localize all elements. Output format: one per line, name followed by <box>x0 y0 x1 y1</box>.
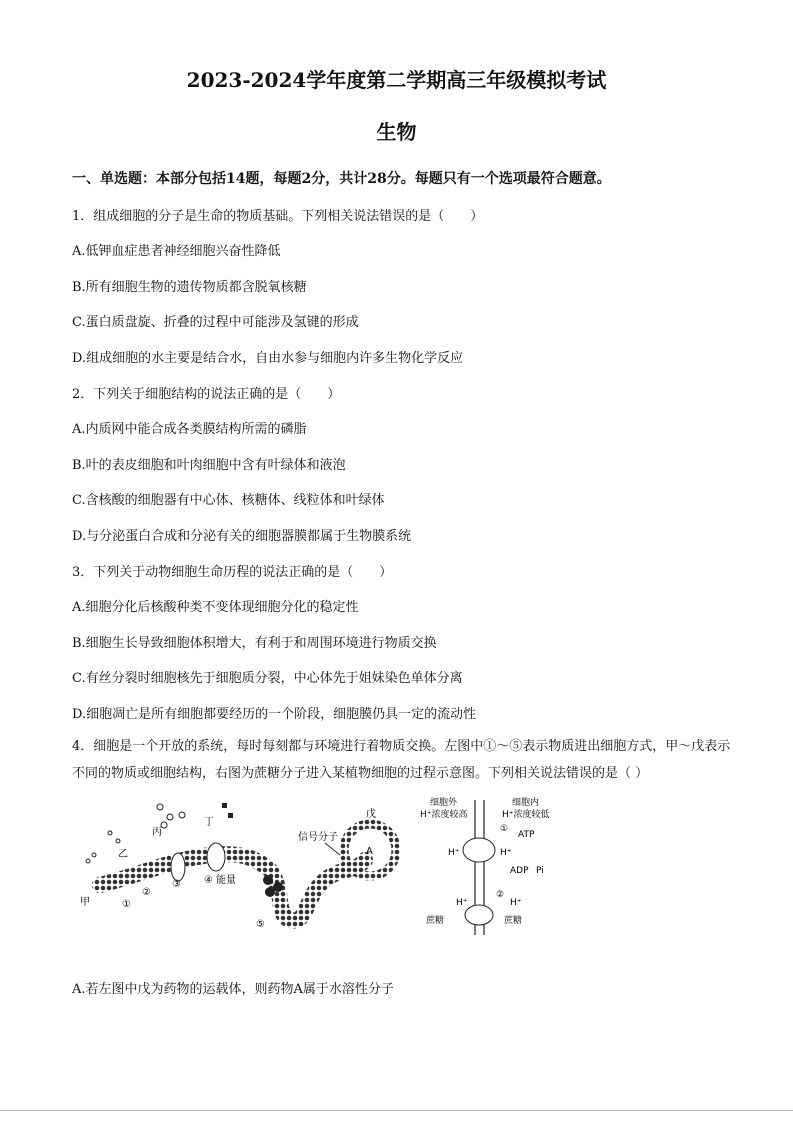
exam-title: 2023-2024学年度第二学期高三年级模拟考试 <box>186 68 607 92</box>
question-1-option-b: B.所有细胞生物的遗传物质都含脱氧核糖 <box>72 280 307 295</box>
subject-title: 生物 <box>376 120 417 144</box>
left-diagram <box>80 803 396 930</box>
marker-4: ④ <box>204 875 213 886</box>
molecules <box>86 804 185 863</box>
pi-label: Pi <box>536 866 544 876</box>
sucrose-out-label: 蔗糖 <box>426 916 445 926</box>
jia-label: 甲 <box>80 897 90 908</box>
marker-1: ① <box>122 899 131 910</box>
engulfed-particle <box>263 875 273 885</box>
engulfed-particle-3 <box>265 887 275 897</box>
question-2-stem: 2．下列关于细胞结构的说法正确的是（ ） <box>72 387 341 402</box>
wu-label: 戊 <box>366 809 376 820</box>
question-2-option-b: B.叶的表皮细胞和叶肉细胞中含有叶绿体和液泡 <box>72 458 346 473</box>
question-4-option-a: A.若左图中戊为药物的运载体，则药物A属于水溶性分子 <box>72 982 394 997</box>
energy-label: 能量 <box>216 875 236 886</box>
question-3-stem: 3．下列关于动物细胞生命历程的说法正确的是（ ） <box>72 565 393 580</box>
proton-pump <box>463 838 495 862</box>
question-1-stem: 1．组成细胞的分子是生命的物质基础。下列相关说法错误的是（ ） <box>72 209 484 224</box>
h1-label: H⁺ <box>448 848 460 858</box>
protein-bing <box>171 853 185 881</box>
sucrose-in-label: 蔗糖 <box>504 916 523 926</box>
membrane-transport-figure <box>70 795 550 945</box>
marker-r1: ① <box>500 824 509 834</box>
inside-label: 细胞内 <box>512 798 540 808</box>
marker-3: ③ <box>172 879 181 890</box>
signal-arrow <box>325 843 340 855</box>
drug-a-label: A <box>366 846 373 857</box>
question-1-option-d: D.组成细胞的水主要是结合水，自由水参与细胞内许多生物化学反应 <box>72 351 464 366</box>
question-3-option-d: D.细胞凋亡是所有细胞都要经历的一个阶段，细胞膜仍具一定的流动性 <box>72 707 477 722</box>
question-2-option-d: D.与分泌蛋白合成和分泌有关的细胞器膜都属于生物膜系统 <box>72 529 412 544</box>
question-3-option-b: B.细胞生长导致细胞体积增大，有利于和周围环境进行物质交换 <box>72 636 437 651</box>
right-diagram <box>420 796 550 935</box>
protein-ding <box>207 843 225 871</box>
outside-conc-label: H⁺浓度较高 <box>420 810 468 820</box>
question-4-stem: 4．细胞是一个开放的系统，每时每刻都与环境进行着物质交换。左图中①～⑤表示物质进出细胞方式，甲～戊表示不同的物质或细胞结构，右图为蔗糖分子进入某植物细胞的过程示意图。下列相关说法错误的是（ ） <box>72 739 731 781</box>
question-1-option-c: C.蛋白质盘旋、折叠的过程中可能涉及氢键的形成 <box>72 315 359 330</box>
question-3-option-a: A.细胞分化后核酸种类不变体现细胞分化的稳定性 <box>72 600 359 615</box>
atp-label: ATP <box>518 830 535 840</box>
page-footer-rule <box>0 1110 793 1111</box>
cell-membrane <box>100 854 365 920</box>
h4-label: H⁺ <box>510 898 522 908</box>
yi-label: 乙 <box>118 849 128 860</box>
inside-conc-label: H⁺浓度较低 <box>502 810 550 820</box>
adp-label: ADP <box>510 866 529 876</box>
bing-label: 丙 <box>152 827 162 838</box>
molecule-square <box>222 803 227 808</box>
question-1-option-a: A.低钾血症患者神经细胞兴奋性降低 <box>72 244 281 259</box>
h3-label: H⁺ <box>456 898 468 908</box>
h2-label: H⁺ <box>500 848 512 858</box>
outside-label: 细胞外 <box>430 798 458 808</box>
marker-2: ② <box>142 887 151 898</box>
signal-label: 信号分子 <box>298 832 338 843</box>
cotransporter <box>465 905 493 925</box>
question-3-option-c: C.有丝分裂时细胞核先于细胞质分裂，中心体先于姐妹染色单体分离 <box>72 671 463 686</box>
section-heading: 一、单选题：本部分包括14题，每题2分，共计28分。每题只有一个选项最符合题意。 <box>72 171 611 187</box>
question-2-option-a: A.内质网中能合成各类膜结构所需的磷脂 <box>72 422 307 437</box>
marker-r2: ② <box>496 890 505 900</box>
ding-label: 丁 <box>204 817 214 828</box>
marker-5: ⑤ <box>256 919 265 930</box>
molecule-square-2 <box>228 813 233 818</box>
question-2-option-c: C.含核酸的细胞器有中心体、核糖体、线粒体和叶绿体 <box>72 493 385 508</box>
